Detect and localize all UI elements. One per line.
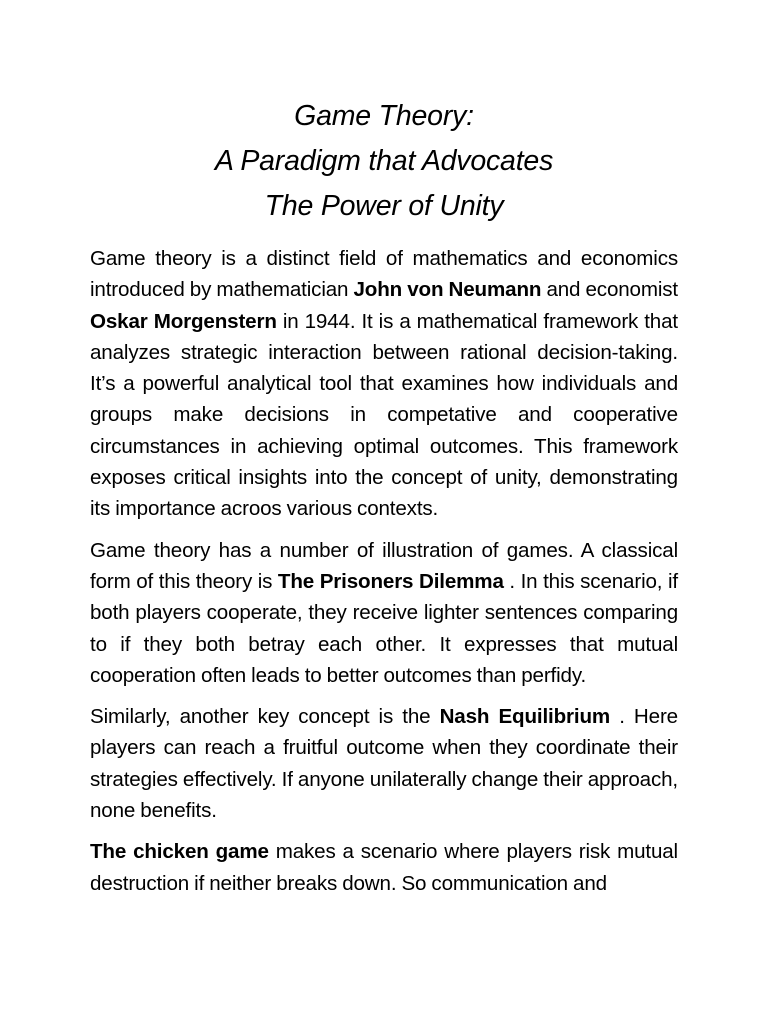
title-line: A Paradigm that Advocates bbox=[214, 145, 554, 177]
document-title bbox=[90, 94, 678, 229]
paragraph-text: Game theory has a number of illustration of games. A classical form of this theory is bbox=[90, 538, 678, 593]
bold-term-john-von-neumann: John von Neumann bbox=[353, 278, 542, 302]
paragraph-text: and economist bbox=[541, 278, 678, 302]
paragraph-text: Similarly, another key concept is the bbox=[90, 705, 440, 729]
bold-term-prisoners-dilemma: The Prisoners Dilemma bbox=[277, 569, 504, 593]
paragraph-prisoners-dilemma bbox=[90, 535, 678, 691]
paragraph-chicken-game bbox=[90, 836, 678, 899]
paragraph-nash-equilibrium bbox=[90, 701, 678, 826]
paragraph-text: . In this scenario, if both players cooperate, they receive lighter sentences comparing to if they both betray each other. It expresses that mutual cooperation often leads to better outcomes than perfidy. bbox=[90, 569, 678, 687]
title-line: The Power of Unity bbox=[264, 190, 504, 222]
title-line: Game Theory: bbox=[294, 100, 474, 132]
paragraph-text: Game theory is a distinct field of mathematics and economics introduced by mathematician bbox=[90, 247, 678, 302]
bold-term-chicken-game: The chicken game bbox=[90, 840, 269, 864]
paragraph-text: in 1944. It is a mathematical framework that analyzes strategic interaction between rational decision-taking. It’s a powerful analytical tool that examines how individuals and groups make decisions in competative and cooperative circumstances in achieving optimal outcomes. This framework exposes critical insights into the concept of unity, demonstrating its importance acroos various contexts. bbox=[90, 309, 678, 521]
bold-term-oskar-morgenstern: Oskar Morgenstern bbox=[90, 309, 277, 333]
paragraph-introduction bbox=[90, 243, 678, 525]
paragraph-text: . Here players can reach a fruitful outcome when they coordinate their strategies effectively. If anyone unilaterally change their approach, none benefits. bbox=[90, 705, 678, 823]
bold-term-nash-equilibrium: Nash Equilibrium bbox=[439, 705, 611, 729]
paragraph-text: makes a scenario where players risk mutual destruction if neither breaks down. So communication and bbox=[90, 840, 678, 895]
